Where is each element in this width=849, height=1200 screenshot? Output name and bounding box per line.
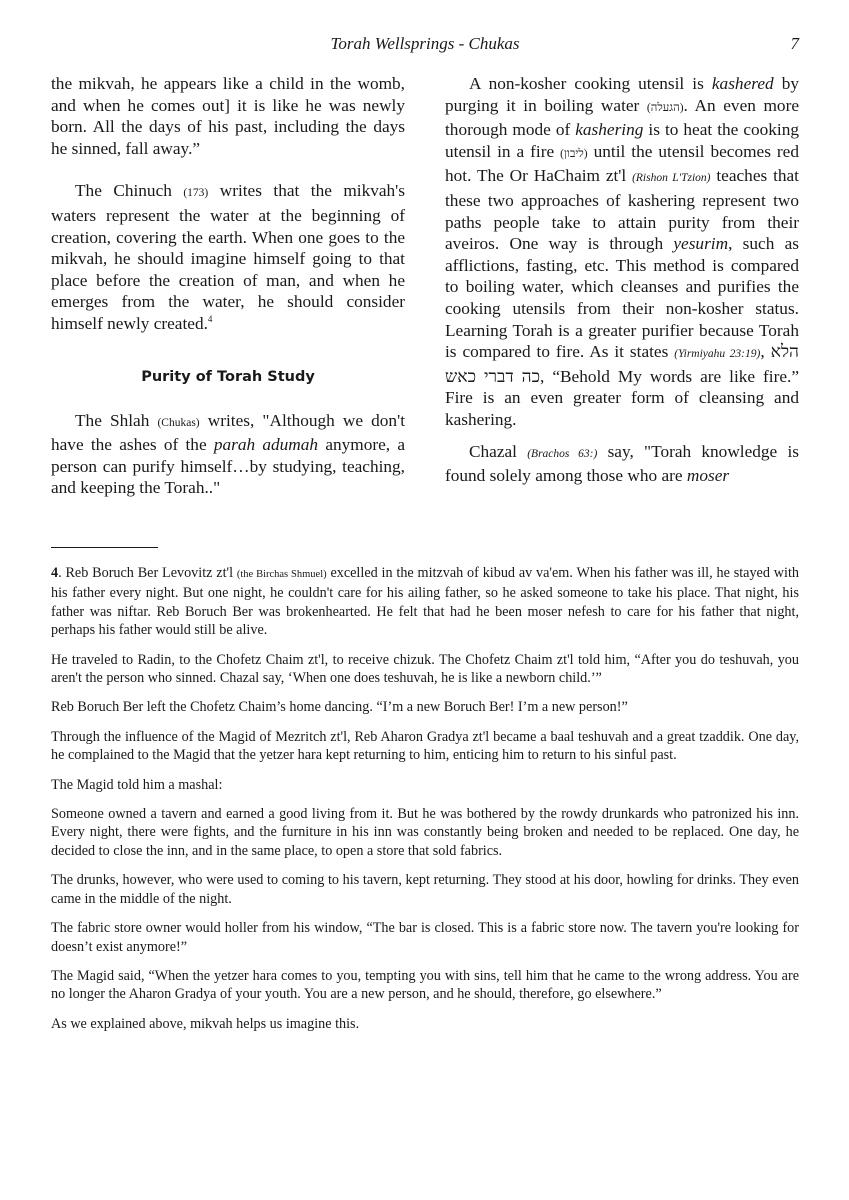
text: excelled in the mitzvah of kibud av va'em. When his father was ill, he stayed with his father every night. But one night, he couldn't care for his ailing father, so he asked someone to take his place. That night, his father was niftar. Reb Boruch Ber was brokenhearted. He felt that had he been moser nefesh to care for his father that night, perhaps his father would still be alive. xyxy=(51,565,799,639)
text: teaches that these two approaches of kashering represent two paths people take to attain purity from their aveiros. One way is through xyxy=(445,166,799,254)
footnote-paragraph: As we explained above, mikvah helps us imagine this. xyxy=(51,1015,360,1032)
source-citation: (the Birchas Shmuel) xyxy=(236,569,327,580)
running-title: Torah Wellsprings - Chukas xyxy=(330,34,520,53)
page-number: 7 xyxy=(790,34,799,53)
text: writes, "Although we don't have the ashes of the xyxy=(51,410,405,455)
footnote-paragraph: The Magid told him a mashal: xyxy=(51,776,223,793)
text: The Chinuch xyxy=(75,181,184,201)
paragraph xyxy=(51,410,405,499)
italic-term: kashered xyxy=(711,74,774,93)
text: The Shlah xyxy=(75,410,158,430)
footnote-paragraph: Reb Boruch Ber left the Chofetz Chaim’s home dancing. “I’m a new Boruch Ber! I’m a new person!” xyxy=(51,699,628,716)
footnote-number: 4 xyxy=(51,565,59,581)
text: by purging it in boiling water xyxy=(445,74,799,115)
footnote-paragraph: Through the influence of the Magid of Mezritch zt'l, Reb Aharon Gradya zt'l became a baal teshuvah and a great tzaddik. One day, he complained to the Magid that the yetzer hara kept returning to him, enticing him to return to his sinful past. xyxy=(51,728,799,764)
source-citation: (Brachos 63:) xyxy=(527,447,598,460)
source-citation: (Chukas) xyxy=(157,416,200,429)
text: until the utensil becomes red hot. The Or HaChaim zt'l xyxy=(445,141,799,186)
italic-term: yesurim xyxy=(673,234,729,254)
text: writes that the mikvah's waters represent the water at the beginning of creation, covering the earth. When one goes to the mikvah, he should imagine himself going to that place before the creation of man, and when he emerges from the water, he should consider himself newly created. xyxy=(51,181,406,333)
text: is to heat the cooking utensil in a fire xyxy=(445,120,799,161)
text: Chazal xyxy=(469,441,528,461)
text: say, "Torah knowledge is found solely among those who are xyxy=(445,441,799,486)
left-column xyxy=(51,73,405,499)
paragraph xyxy=(445,73,799,431)
hebrew-term: (הגעלה) xyxy=(646,101,684,114)
text: , “Behold My words are like fire.” Fire is an even greater form of cleansing and kashering. xyxy=(445,366,799,429)
source-citation: (173) xyxy=(183,187,209,200)
text: . An even more thorough mode of xyxy=(445,95,799,140)
footnote-paragraph: He traveled to Radin, to the Chofetz Chaim zt'l, to receive chizuk. The Chofetz Chaim zt'l told him, “After you do teshuvah, you aren't the person who sinned. Chazal say, ‘When one does teshuvah, he is like a newborn child.’” xyxy=(51,651,799,687)
italic-term: kashering xyxy=(575,120,644,140)
hebrew-quote: הלא כה דברי כאש xyxy=(445,342,799,386)
paragraph xyxy=(51,180,405,334)
text: , such as afflictions, fasting, etc. This method is compared to boiling water, which cleanses and purifies the cooking utensils from their non-kosher status. Learning Torah is a greater purifier because Torah is compared to fire. As it states xyxy=(445,234,799,362)
footnote-paragraph: The Magid said, “When the yetzer hara comes to you, tempting you with sins, tell him that he came to the wrong address. You are no longer the Aharon Gradya of your youth. You are a new person, and he should, therefore, go elsewhere.” xyxy=(51,967,799,1003)
footnotes xyxy=(51,564,799,1044)
text: A non-kosher cooking utensil is xyxy=(469,74,712,93)
text: the mikvah, he appears like a child in the womb, and when he comes out] it is like he was newly born. All the days of his past, including the days he sinned, fall away.” xyxy=(51,74,405,158)
footnote-divider xyxy=(51,547,158,548)
paragraph xyxy=(445,441,799,487)
text: . Reb Boruch Ber Levovitz zt'l xyxy=(58,565,237,581)
italic-term: parah adumah xyxy=(213,435,319,455)
footnote-paragraph xyxy=(51,564,799,640)
footnote-paragraph: The fabric store owner would holler from his window, “The bar is closed. This is a fabric store now. The tavern you're looking for doesn’t exist anymore!” xyxy=(51,920,799,955)
italic-term: moser xyxy=(686,466,730,486)
text: , xyxy=(760,342,771,362)
source-citation: (Yirmiyahu 23:19) xyxy=(674,348,761,361)
footnote-paragraph: Someone owned a tavern and earned a good living from it. But he was bothered by the rowdy drunkards who patronized his inn. Every night, there were fights, and the furniture in his inn was constantly being broken and needed to be replaced. One day, he decided to close the inn, and in the same place, to open a store that sold fabrics. xyxy=(51,806,799,859)
page-header xyxy=(51,34,799,58)
right-column xyxy=(445,73,799,487)
paragraph xyxy=(51,73,405,159)
section-heading: Purity of Torah Study xyxy=(141,368,315,385)
footnote-paragraph: The drunks, however, who were used to coming to his tavern, kept returning. They stood at his door, howling for drinks. They even came in the middle of the night. xyxy=(51,872,799,907)
footnote-marker: 4 xyxy=(207,314,213,325)
hebrew-term: (ליבון) xyxy=(560,147,588,160)
source-citation: (Rishon L'Tzion) xyxy=(632,172,711,185)
text: anymore, a person can purify himself…by studying, teaching, and keeping the Torah.." xyxy=(51,435,406,498)
